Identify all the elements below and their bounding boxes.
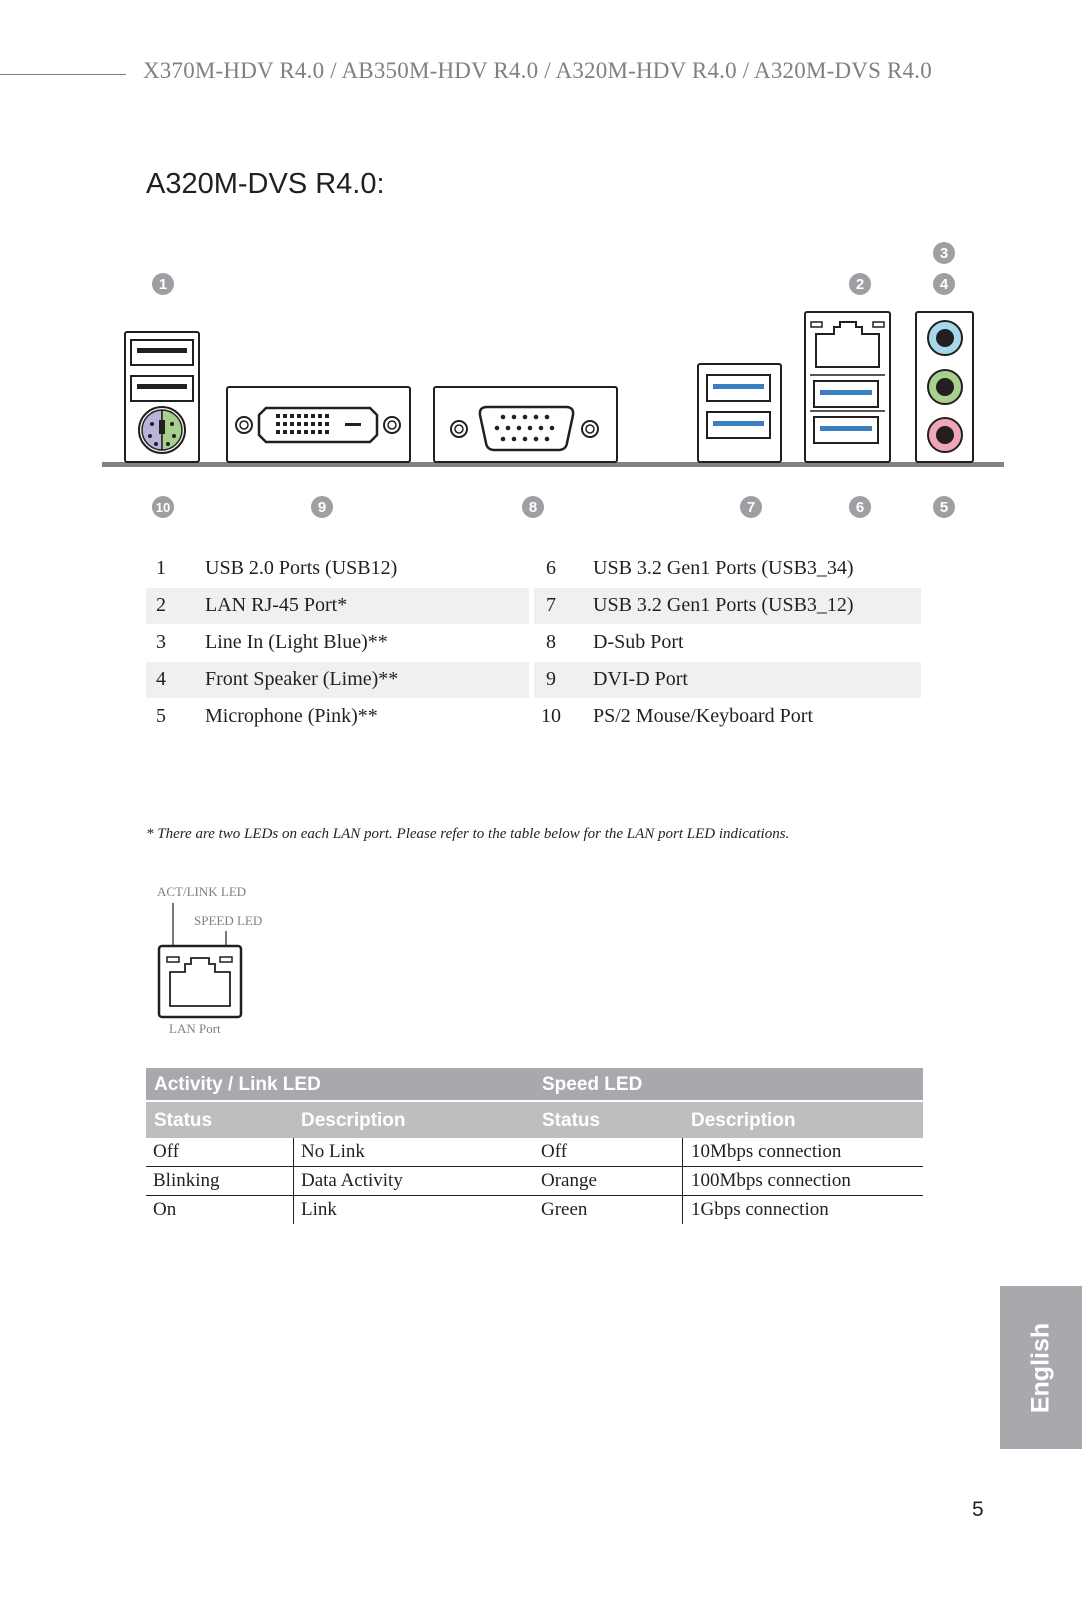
port-number: 9 bbox=[546, 668, 556, 690]
port-list-table bbox=[146, 551, 921, 736]
callout-badge: 4 bbox=[933, 273, 955, 295]
port-description: USB 3.2 Gen1 Ports (USB3_12) bbox=[593, 594, 854, 616]
status-cell: Off bbox=[153, 1141, 180, 1162]
port-description: PS/2 Mouse/Keyboard Port bbox=[593, 705, 813, 727]
description-cell: Link bbox=[301, 1199, 337, 1220]
callout-badge: 9 bbox=[311, 496, 333, 518]
callout-badge: 7 bbox=[740, 496, 762, 518]
port-description: USB 3.2 Gen1 Ports (USB3_34) bbox=[593, 557, 854, 579]
description-cell: 100Mbps connection bbox=[691, 1170, 851, 1191]
table-header bbox=[534, 1102, 923, 1138]
column-header-description: Description bbox=[691, 1110, 796, 1131]
lan-usb3-stack bbox=[805, 312, 890, 462]
port-description: Microphone (Pink)** bbox=[205, 705, 378, 727]
table-row bbox=[146, 1167, 534, 1196]
usb2-ps2-stack bbox=[125, 332, 199, 462]
lan-led-footnote: * There are two LEDs on each LAN port. Please refer to the table below for the LAN port LED indications. bbox=[146, 826, 790, 842]
port-number: 10 bbox=[541, 705, 561, 727]
description-cell: Data Activity bbox=[301, 1170, 403, 1191]
lan-port-label: LAN Port bbox=[169, 1021, 221, 1036]
table-row bbox=[534, 1167, 923, 1196]
table-row bbox=[146, 625, 921, 662]
port-description: LAN RJ-45 Port* bbox=[205, 594, 348, 616]
port-number: 8 bbox=[546, 631, 556, 653]
status-cell: Orange bbox=[541, 1170, 597, 1191]
port-description: D-Sub Port bbox=[593, 631, 684, 653]
description-cell: 10Mbps connection bbox=[691, 1141, 842, 1162]
table-title: Activity / Link LED bbox=[146, 1068, 534, 1100]
table-row bbox=[146, 588, 921, 625]
act-link-led-label: ACT/LINK LED bbox=[157, 884, 247, 899]
callout-badge: 10 bbox=[152, 496, 174, 518]
callout-badge: 3 bbox=[933, 242, 955, 264]
status-cell: Blinking bbox=[153, 1170, 220, 1191]
port-description: Front Speaker (Lime)** bbox=[205, 668, 399, 690]
column-header-status: Status bbox=[542, 1110, 601, 1131]
callout-badge: 6 bbox=[849, 496, 871, 518]
dvi-d-port bbox=[227, 387, 410, 462]
status-cell: Off bbox=[541, 1141, 568, 1162]
port-description: DVI-D Port bbox=[593, 668, 688, 690]
column-header-description: Description bbox=[301, 1110, 406, 1131]
lan-port-led-diagram bbox=[150, 900, 250, 1020]
port-number: 4 bbox=[156, 668, 166, 690]
status-cell: On bbox=[153, 1199, 177, 1220]
table-row bbox=[146, 551, 921, 588]
header-title: X370M-HDV R4.0 / AB350M-HDV R4.0 / A320M-HDV R4.0 / A320M-DVS R4.0 bbox=[143, 58, 932, 83]
port-number: 1 bbox=[156, 557, 166, 579]
audio-jacks bbox=[916, 312, 973, 462]
model-title: A320M-DVS R4.0: bbox=[146, 168, 385, 200]
table-row bbox=[146, 1138, 534, 1167]
activity-link-led-table bbox=[146, 1068, 534, 1224]
table-row bbox=[534, 1138, 923, 1167]
callout-badge: 8 bbox=[522, 496, 544, 518]
header-rule bbox=[0, 74, 126, 75]
usb3-ports-12 bbox=[698, 364, 781, 462]
language-label: English bbox=[1026, 1322, 1055, 1414]
table-row bbox=[146, 662, 921, 699]
page-number: 5 bbox=[972, 1498, 984, 1521]
speed-led-label: SPEED LED bbox=[194, 913, 263, 928]
callout-badge: 1 bbox=[152, 273, 174, 295]
d-sub-port bbox=[434, 387, 617, 462]
description-cell: No Link bbox=[301, 1141, 365, 1162]
callout-badge: 2 bbox=[849, 273, 871, 295]
table-row bbox=[146, 699, 921, 736]
column-header-status: Status bbox=[154, 1110, 213, 1131]
table-row bbox=[534, 1196, 923, 1224]
port-description: Line In (Light Blue)** bbox=[205, 631, 388, 653]
port-number: 2 bbox=[156, 594, 166, 616]
port-number: 3 bbox=[156, 631, 166, 653]
port-number: 5 bbox=[156, 705, 166, 727]
callout-badge: 5 bbox=[933, 496, 955, 518]
language-side-tab bbox=[1000, 1286, 1082, 1449]
speed-led-table bbox=[534, 1068, 923, 1224]
port-number: 7 bbox=[546, 594, 556, 616]
table-title: Speed LED bbox=[534, 1068, 923, 1100]
status-cell: Green bbox=[541, 1199, 588, 1220]
description-cell: 1Gbps connection bbox=[691, 1199, 829, 1220]
port-description: USB 2.0 Ports (USB12) bbox=[205, 557, 398, 579]
io-panel-diagram bbox=[100, 300, 1005, 535]
table-header bbox=[146, 1102, 534, 1138]
port-number: 6 bbox=[546, 557, 556, 579]
table-row bbox=[146, 1196, 534, 1224]
